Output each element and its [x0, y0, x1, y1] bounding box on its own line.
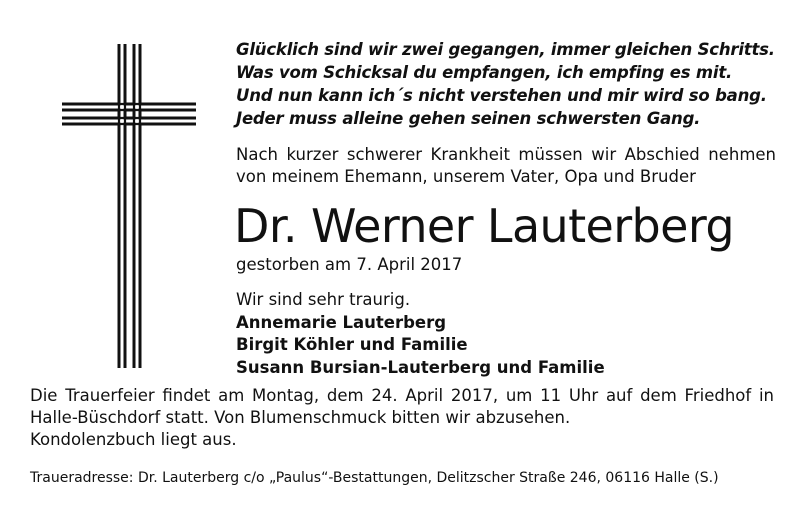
intro-line-2: von meinem Ehemann, unserem Vater, Opa und Bruder [236, 167, 696, 186]
mourners [236, 289, 605, 379]
poem-line: Glücklich sind wir zwei gegangen, immer gleichen Schritts. [236, 40, 775, 59]
funeral-service-info [30, 385, 774, 451]
mourner-name: Annemarie Lauterberg [236, 312, 447, 332]
poem-line: Und nun kann ich´s nicht verstehen und mir wird so bang. [236, 86, 767, 105]
poem [236, 38, 776, 130]
mourning-address: Traueradresse: Dr. Lauterberg c/o „Paulus“-Bestattungen, Delitzscher Straße 246, 06116 Halle (S.) [30, 470, 719, 486]
date-of-death: gestorben am 7. April 2017 [236, 255, 463, 274]
mourner-name: Susann Bursian-Lauterberg und Familie [236, 357, 605, 377]
mourner-name: Birgit Köhler und Familie [236, 335, 468, 354]
cross-icon [62, 44, 196, 368]
poem-line: Jeder muss alleine gehen seinen schwersten Gang. [236, 109, 701, 128]
service-line-3: Kondolenzbuch liegt aus. [30, 430, 237, 449]
intro-line-1: Nach kurzer schwerer Krankheit müssen wir Abschied nehmen [236, 145, 776, 164]
mourners-heading: Wir sind sehr traurig. [236, 290, 411, 309]
deceased-name: Dr. Werner Lauterberg [234, 199, 734, 253]
service-line-1: Die Trauerfeier findet am Montag, dem 24. April 2017, um 11 Uhr auf dem Friedhof in [30, 386, 774, 405]
intro-text [236, 144, 776, 188]
poem-line: Was vom Schicksal du empfangen, ich empfing es mit. [236, 63, 733, 82]
service-line-2: Halle-Büschdorf statt. Von Blumenschmuck bitten wir abzusehen. [30, 408, 571, 427]
